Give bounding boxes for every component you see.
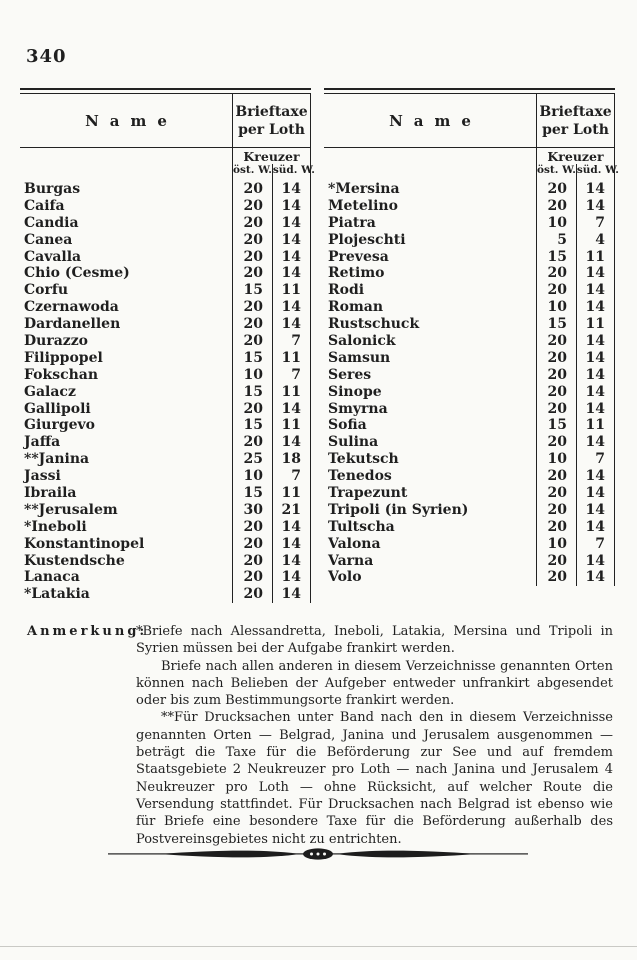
rate-sued: 18 — [272, 451, 311, 468]
place-name: Sinope — [328, 383, 382, 400]
kreuzer-label: Kreuzer — [547, 149, 604, 164]
rate-sued: 14 — [272, 434, 311, 451]
rate-oest: 20 — [536, 181, 576, 198]
rate-oest: 10 — [232, 367, 272, 384]
rate-sued: 14 — [576, 384, 615, 401]
rate-oest: 20 — [232, 299, 272, 316]
currency-columns — [537, 164, 619, 181]
rate-oest: 10 — [232, 468, 272, 485]
currency-sued-label: süd. W. — [272, 164, 315, 181]
rate-oest: 20 — [232, 333, 272, 350]
rate-oest: 15 — [232, 485, 272, 502]
tariff-table-right — [324, 88, 619, 586]
place-name: Czernawoda — [24, 299, 119, 316]
place-name: Sofia — [328, 417, 367, 434]
place-name: Kustendsche — [24, 552, 125, 569]
rate-sued: 14 — [272, 181, 311, 198]
anmerkung-paragraph-3: **Für Drucksachen unter Band nach den in diesem Verzeichnisse genannten Orten — Belgrad, Janina und Jerusalem ausgenommen — beträgt die Taxe für die Beförderung zur See und auf fremdem Staatsgebiete 2 Neukreuzer pro Loth — nach Janina und Jerusalem 4 Neukreuzer pro Loth — ohne Rücksicht, auf welcher Route die Versendung stattfindet. Für Drucksachen nach Belgrad ist ebenso wie für Briefe eine besondere Taxe für die Beförderung außerhalb des Postvereinsgebietes nicht zu entrichten. — [136, 710, 613, 847]
rate-sued: 14 — [576, 519, 615, 536]
rate-oest: 20 — [536, 198, 576, 215]
place-name: *Ineboli — [24, 518, 87, 535]
place-name: Canea — [24, 231, 73, 248]
rate-oest: 15 — [232, 417, 272, 434]
subheader-spacer — [324, 148, 536, 181]
rate-sued: 11 — [576, 249, 615, 266]
place-name: Dardanellen — [24, 316, 121, 333]
currency-columns — [233, 164, 315, 181]
subheader-kreuzer — [232, 148, 315, 181]
place-name: Tekutsch — [328, 451, 399, 468]
rate-sued: 14 — [272, 232, 311, 249]
place-name: Tenedos — [328, 468, 392, 485]
tailpiece-ornament-icon — [108, 845, 528, 863]
place-name: Burgas — [24, 181, 81, 197]
rate-oest: 15 — [536, 249, 576, 266]
anmerkung-paragraph-2: Briefe nach allen anderen in diesem Verzeichnisse genannten Orten können nach Belieben der Aufgeber entweder unfrankirt abgesendet oder bis zum Bestimmungsorte frankirt werden. — [136, 658, 613, 709]
rate-sued: 7 — [576, 215, 615, 232]
rate-oest: 15 — [232, 384, 272, 401]
place-name: Ibraila — [24, 485, 77, 502]
place-name: Konstantinopel — [24, 535, 145, 552]
place-name: Cavalla — [24, 248, 82, 265]
place-name: Rodi — [328, 282, 365, 299]
place-name: Prevesa — [328, 248, 389, 265]
rate-sued: 14 — [272, 553, 311, 570]
brieftaxe-line2: per Loth — [238, 121, 305, 138]
rate-sued: 11 — [576, 316, 615, 333]
subheader-kreuzer — [536, 148, 619, 181]
rate-oest: 20 — [232, 401, 272, 418]
rate-sued: 14 — [272, 198, 311, 215]
rate-oest: 20 — [232, 536, 272, 553]
place-name: *Latakia — [24, 586, 90, 603]
rate-oest: 15 — [536, 316, 576, 333]
rate-sued: 14 — [272, 249, 311, 266]
rate-sued: 14 — [576, 282, 615, 299]
rate-sued: 14 — [272, 569, 311, 586]
place-name: Trapezunt — [328, 485, 408, 502]
rate-sued: 7 — [272, 333, 311, 350]
place-name: Fokschan — [24, 366, 99, 383]
column-header-name: Name — [324, 94, 536, 148]
place-name: Tultscha — [328, 518, 395, 535]
anmerkung-paragraph-1: *Briefe nach Alessandretta, Ineboli, Latakia, Mersina und Tripoli in Syrien müssen bei der Aufgabe frankirt werden. — [136, 624, 613, 657]
rate-oest: 20 — [536, 282, 576, 299]
rate-oest: 25 — [232, 451, 272, 468]
rate-sued: 14 — [576, 468, 615, 485]
rate-oest: 20 — [232, 265, 272, 282]
rate-oest: 20 — [536, 485, 576, 502]
brieftaxe-line1: Brieftaxe — [235, 103, 308, 120]
place-name: **Jerusalem — [24, 501, 118, 518]
rate-oest: 20 — [536, 519, 576, 536]
rate-oest: 20 — [536, 384, 576, 401]
rate-sued: 14 — [576, 350, 615, 367]
place-name: Valona — [328, 535, 381, 552]
currency-oest-label: öst. W. — [233, 164, 272, 176]
rate-oest: 30 — [232, 502, 272, 519]
rate-oest: 20 — [536, 265, 576, 282]
rate-oest: 10 — [536, 215, 576, 232]
place-name: Rustschuck — [328, 316, 420, 333]
rate-sued: 14 — [576, 401, 615, 418]
column-header-brieftaxe — [536, 94, 615, 148]
rate-sued: 14 — [272, 299, 311, 316]
rate-oest: 20 — [232, 586, 272, 603]
rate-oest: 20 — [536, 350, 576, 367]
rate-oest: 10 — [536, 536, 576, 553]
rate-sued: 14 — [576, 434, 615, 451]
place-name: Filippopel — [24, 349, 103, 366]
anmerkung-label: Anmerkung: — [27, 624, 148, 639]
column-header-brieftaxe — [232, 94, 311, 148]
currency-sued-label: süd. W. — [576, 164, 619, 181]
place-name: Smyrna — [328, 400, 388, 417]
rate-oest: 20 — [232, 181, 272, 198]
rate-oest: 20 — [536, 333, 576, 350]
rate-sued: 14 — [272, 586, 311, 603]
rate-sued: 14 — [576, 181, 615, 198]
rate-sued: 14 — [576, 569, 615, 586]
place-name: Chio (Cesme) — [24, 265, 130, 282]
place-name: Varna — [328, 552, 374, 569]
rate-sued: 7 — [576, 451, 615, 468]
place-name: Corfu — [24, 282, 69, 299]
place-name: Plojeschti — [328, 231, 406, 248]
rate-sued: 7 — [272, 367, 311, 384]
rate-oest: 15 — [232, 282, 272, 299]
place-name: Seres — [328, 366, 372, 383]
rate-oest: 20 — [232, 215, 272, 232]
brieftaxe-line2: per Loth — [542, 121, 609, 138]
rate-sued: 11 — [576, 417, 615, 434]
table-grid-left — [20, 94, 315, 603]
place-name: Jassi — [24, 468, 61, 485]
rate-oest: 20 — [536, 502, 576, 519]
rate-oest: 20 — [232, 198, 272, 215]
page-number: 340 — [26, 46, 67, 67]
subheader-spacer — [20, 148, 232, 181]
rate-sued: 14 — [576, 502, 615, 519]
place-name: Caifa — [24, 197, 65, 214]
rate-oest: 20 — [232, 553, 272, 570]
rate-sued: 14 — [576, 333, 615, 350]
place-name: Galacz — [24, 383, 76, 400]
rate-oest: 20 — [536, 553, 576, 570]
rate-sued: 11 — [272, 485, 311, 502]
rate-sued: 14 — [576, 265, 615, 282]
rate-sued: 4 — [576, 232, 615, 249]
table-grid-right — [324, 94, 619, 586]
rate-sued: 14 — [272, 265, 311, 282]
rate-oest: 20 — [232, 434, 272, 451]
rate-oest: 20 — [536, 569, 576, 586]
place-name: Volo — [328, 569, 362, 586]
rate-oest: 20 — [232, 316, 272, 333]
rate-oest: 5 — [536, 232, 576, 249]
rate-oest: 20 — [232, 569, 272, 586]
tariff-table-left — [20, 88, 315, 603]
rate-oest: 20 — [536, 367, 576, 384]
anmerkung-text — [136, 623, 613, 848]
scan-edge-line — [0, 946, 637, 947]
place-name: Durazzo — [24, 333, 89, 350]
rate-sued: 11 — [272, 384, 311, 401]
rate-sued: 14 — [576, 485, 615, 502]
rate-sued: 14 — [576, 367, 615, 384]
brieftaxe-line1: Brieftaxe — [539, 103, 612, 120]
place-name: **Janina — [24, 451, 90, 468]
rate-oest: 20 — [232, 519, 272, 536]
rate-sued: 21 — [272, 502, 311, 519]
rate-oest: 20 — [232, 249, 272, 266]
rate-oest: 20 — [536, 401, 576, 418]
place-name: Lanaca — [24, 569, 80, 586]
place-name: *Mersina — [328, 181, 400, 197]
rate-sued: 7 — [576, 536, 615, 553]
rate-sued: 11 — [272, 282, 311, 299]
place-name: Piatra — [328, 214, 376, 231]
place-name: Jaffa — [24, 434, 61, 451]
rate-oest: 20 — [536, 468, 576, 485]
rate-oest: 10 — [536, 299, 576, 316]
place-name: Candia — [24, 214, 79, 231]
rate-oest: 15 — [536, 417, 576, 434]
rate-sued: 14 — [272, 536, 311, 553]
place-name: Sulina — [328, 434, 379, 451]
place-name: Metelino — [328, 197, 398, 214]
rate-oest: 20 — [536, 434, 576, 451]
rate-sued: 14 — [576, 198, 615, 215]
anmerkung-section — [0, 623, 637, 848]
place-name: Tripoli (in Syrien) — [328, 501, 469, 518]
place-name: Gallipoli — [24, 400, 91, 417]
rate-sued: 14 — [272, 519, 311, 536]
place-name: Giurgevo — [24, 417, 95, 434]
rate-sued: 7 — [272, 468, 311, 485]
column-header-name: Name — [20, 94, 232, 148]
place-name: Roman — [328, 299, 384, 316]
rate-sued: 14 — [272, 215, 311, 232]
rate-oest: 20 — [232, 232, 272, 249]
rate-sued: 11 — [272, 350, 311, 367]
rate-sued: 14 — [272, 401, 311, 418]
rate-sued: 14 — [576, 299, 615, 316]
rate-oest: 10 — [536, 451, 576, 468]
place-name: Samsun — [328, 349, 391, 366]
currency-oest-label: öst. W. — [537, 164, 576, 176]
kreuzer-label: Kreuzer — [243, 149, 300, 164]
rate-sued: 14 — [576, 553, 615, 570]
place-name: Salonick — [328, 333, 396, 350]
rate-sued: 14 — [272, 316, 311, 333]
rate-oest: 15 — [232, 350, 272, 367]
place-name: Retimo — [328, 265, 385, 282]
rate-sued: 11 — [272, 417, 311, 434]
